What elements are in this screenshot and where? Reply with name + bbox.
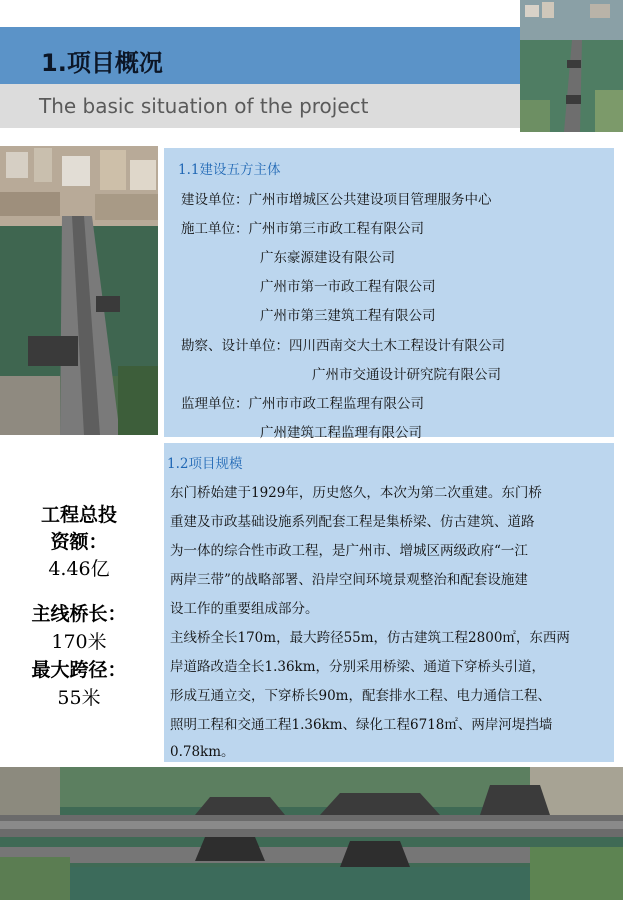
paragraph-line: 为一体的综合性市政工程，是广州市、增城区两级政府“一江 xyxy=(170,543,528,559)
investment-label-2: 资额： xyxy=(50,531,108,553)
row-label: 监理单位： xyxy=(181,396,249,412)
length-value: 170米 xyxy=(51,631,107,653)
paragraph-line: 岸道路改造全长1.36km，分别采用桥梁、通道下穿桥头引道， xyxy=(170,659,546,675)
row-label: 建设单位： xyxy=(181,192,249,208)
paragraph-line: 设工作的重要组成部分。 xyxy=(170,601,319,617)
row-supervision-unit xyxy=(181,392,424,412)
bridge-panorama-image xyxy=(0,767,623,900)
page-subtitle: The basic situation of the project xyxy=(39,94,369,118)
header-bridge-photo xyxy=(520,0,623,132)
row-label: 勘察、设计单位： xyxy=(181,338,289,354)
header-photo-image xyxy=(520,0,623,132)
paragraph-line: 0.78km。 xyxy=(170,744,235,760)
length-label: 主线桥长： xyxy=(31,603,127,625)
span-value: 55米 xyxy=(57,687,101,709)
paragraph-line: 形成互通立交，下穿桥长90m，配套排水工程、电力通信工程、 xyxy=(170,688,551,704)
bridge-panorama-photo xyxy=(0,767,623,900)
paragraph-line: 主线桥全长170m，最大跨径55m，仿古建筑工程2800㎡，东西两 xyxy=(170,630,570,646)
row-supervision-2: 广州建筑工程监理有限公司 xyxy=(260,425,422,441)
row-contractor-3: 广州市第一市政工程有限公司 xyxy=(260,279,436,295)
bridge-aerial-photo xyxy=(0,146,158,435)
scale-panel xyxy=(164,443,614,762)
page-header xyxy=(0,0,623,132)
investment-value: 4.46亿 xyxy=(48,558,110,580)
page-title: 1.项目概况 xyxy=(41,49,163,77)
row-contractor-4: 广州市第三建筑工程有限公司 xyxy=(260,308,436,324)
section-title-scale: 1.2项目规模 xyxy=(167,456,243,472)
row-label: 施工单位： xyxy=(181,221,249,237)
row-contractor-unit xyxy=(181,217,424,237)
row-value: 广州市第三市政工程有限公司 xyxy=(248,221,424,237)
section-title-participants: 1.1建设五方主体 xyxy=(178,162,281,178)
investment-label-1: 工程总投 xyxy=(40,504,117,526)
paragraph-line: 东门桥始建于1929年，历史悠久，本次为第二次重建。东门桥 xyxy=(170,485,542,501)
participants-panel xyxy=(164,148,614,441)
row-contractor-2: 广东豪源建设有限公司 xyxy=(260,250,395,266)
bridge-aerial-image xyxy=(0,146,158,435)
paragraph-line: 照明工程和交通工程1.36km、绿化工程6718㎡、两岸河堤挡墙 xyxy=(170,717,553,733)
span-label: 最大跨径： xyxy=(31,659,127,681)
row-value: 四川西南交大土木工程设计有限公司 xyxy=(289,338,505,354)
row-value: 广州市市政工程监理有限公司 xyxy=(248,396,424,412)
row-construction-unit xyxy=(181,188,492,208)
paragraph-line: 两岸三带”的战略部署、沿岸空间环境景观整治和配套设施建 xyxy=(170,572,528,588)
paragraph-line: 重建及市政基础设施系列配套工程是集桥梁、仿古建筑、道路 xyxy=(170,514,535,530)
row-design-2: 广州市交通设计研究院有限公司 xyxy=(312,367,501,383)
row-design-unit xyxy=(181,334,505,354)
row-value: 广州市增城区公共建设项目管理服务中心 xyxy=(248,192,492,208)
